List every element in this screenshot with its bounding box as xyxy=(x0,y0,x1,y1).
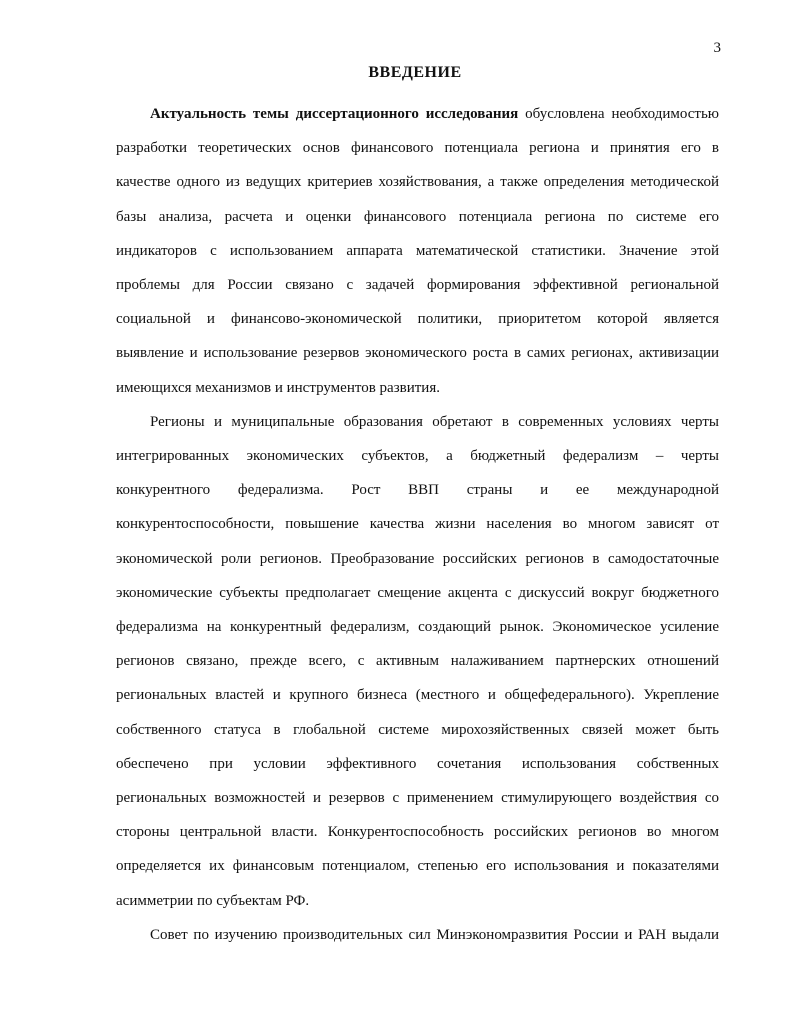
text-line: конкурентоспособности, повышение качества жизни населения во многом зависят от xyxy=(116,516,719,533)
text-line: экономические субъекты предполагает смещение акцента с дискуссий вокруг бюджетного xyxy=(116,584,719,601)
text-line xyxy=(116,97,719,131)
text-line: разработки теоретических основ финансового потенциала региона и принятия его в xyxy=(116,140,719,157)
text-line: асимметрии по субъектам РФ. xyxy=(116,892,310,909)
text-line: конкурентного федерализма. Рост ВВП страны и ее международной xyxy=(116,482,719,499)
text-line: имеющихся механизмов и инструментов развития. xyxy=(116,379,440,396)
text-line: федерализма на конкурентный федерализм, создающий рынок. Экономическое усиление xyxy=(116,619,719,636)
text-line: базы анализа, расчета и оценки финансового потенциала региона по системе его xyxy=(116,208,719,225)
text-line: региональных властей и крупного бизнеса (местного и общефедерального). Укрепление xyxy=(116,687,719,704)
text-line: качестве одного из ведущих критериев хозяйствования, а также определения методической xyxy=(116,174,719,191)
text-line: проблемы для России связано с задачей формирования эффективной региональной xyxy=(116,277,719,294)
text-line: экономической роли регионов. Преобразование российских регионов в самодостаточные xyxy=(116,550,719,567)
page-title: ВВЕДЕНИЕ xyxy=(368,64,462,81)
page-number: 3 xyxy=(713,40,721,56)
text-line: собственного статуса в глобальной системе мирохозяйственных связей может быть xyxy=(116,721,719,738)
document-body xyxy=(116,97,719,952)
text-line: определяется их финансовым потенциалом, степенью его использования и показателями xyxy=(116,858,719,875)
text-line: регионов связано, прежде всего, с активным налаживанием партнерских отношений xyxy=(116,653,719,670)
text-line: Совет по изучению производительных сил Минэкономразвития России и РАН выдали xyxy=(150,926,719,943)
text-line: индикаторов с использованием аппарата математической статистики. Значение этой xyxy=(116,242,719,259)
bold-lead: Актуальность темы диссертационного исследования xyxy=(150,106,519,122)
text-fragment: обусловлена необходимостью xyxy=(518,106,719,122)
text-line: Регионы и муниципальные образования обретают в современных условиях черты xyxy=(150,413,719,430)
text-line: региональных возможностей и резервов с применением стимулирующего воздействия со xyxy=(116,790,719,807)
text-line: социальной и финансово-экономической политики, приоритетом которой является xyxy=(116,311,719,328)
text-line: обеспечено при условии эффективного сочетания использования собственных xyxy=(116,755,719,772)
text-line: интегрированных экономических субъектов, а бюджетный федерализм – черты xyxy=(116,448,719,465)
text-line: выявление и использование резервов экономического роста в самих регионах, активизации xyxy=(116,345,719,362)
text-line: стороны центральной власти. Конкурентоспособность российских регионов во многом xyxy=(116,824,719,841)
